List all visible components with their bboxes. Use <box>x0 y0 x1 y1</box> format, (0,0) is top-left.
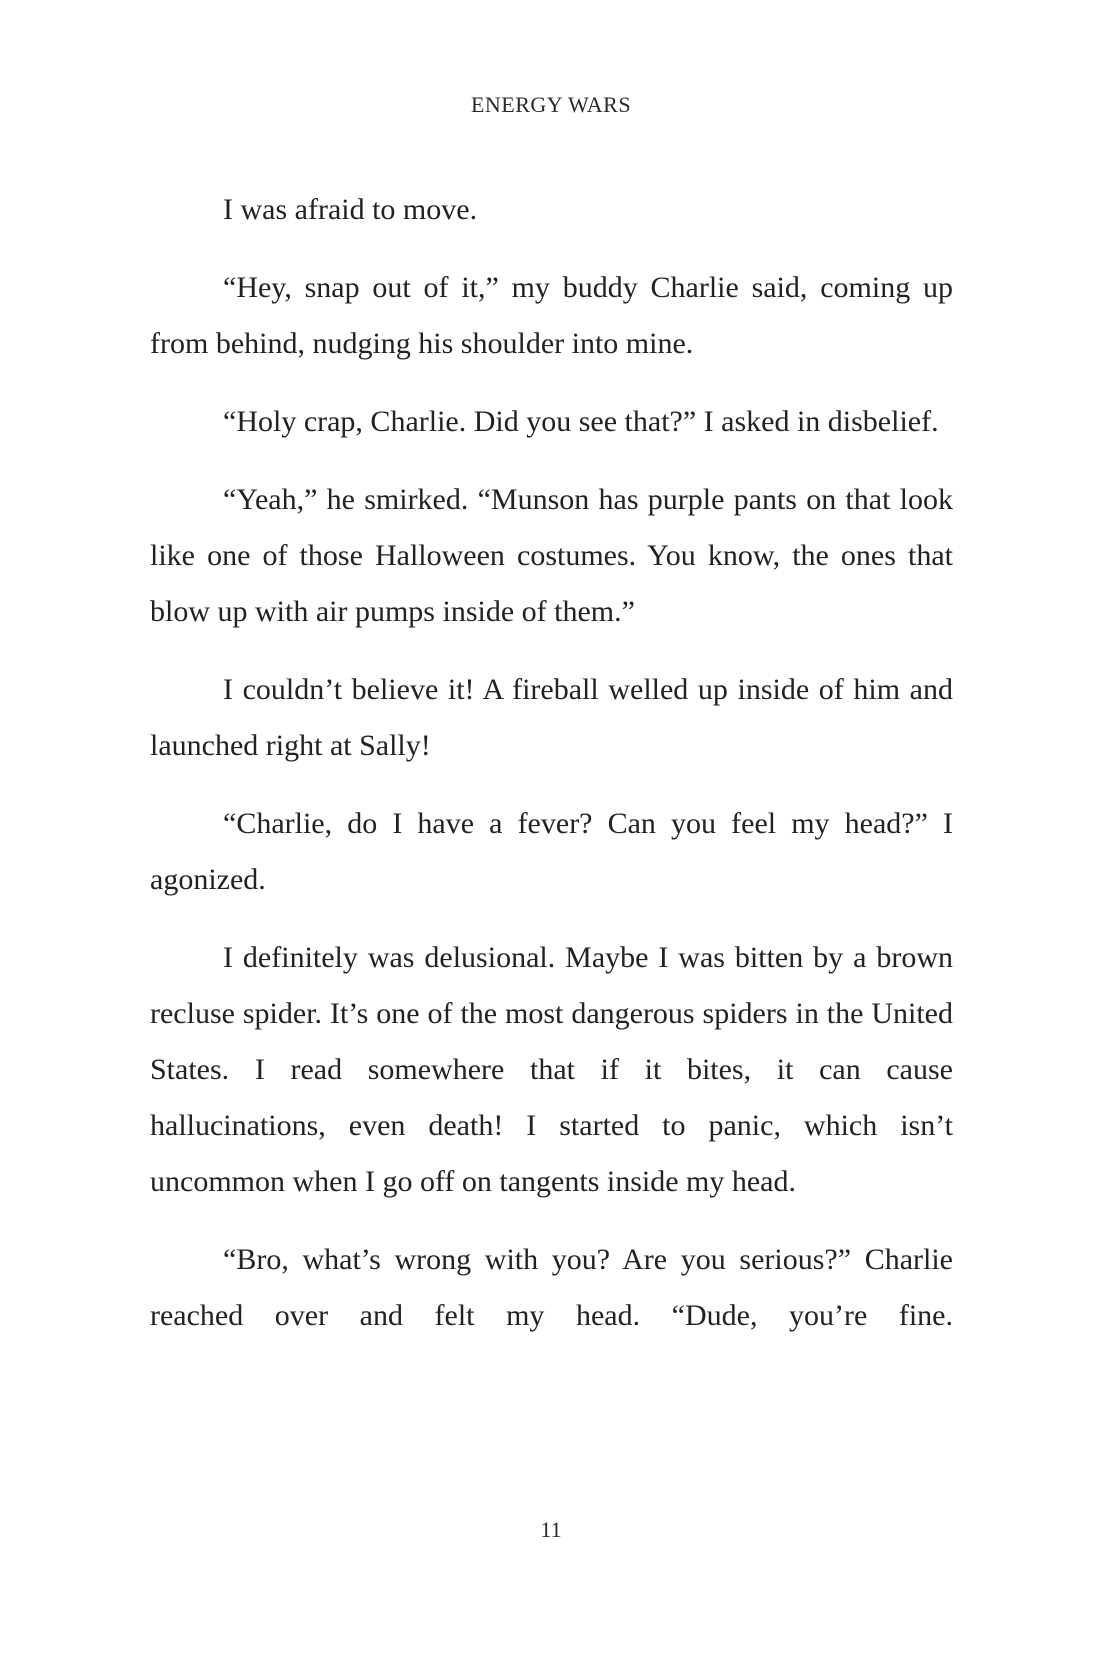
paragraph: I definitely was delusional. Maybe I was bitten by a brown recluse spider. It’s one of the most dangerous spiders in the United States. I read somewhere that if it bites, it can cause hallucinations, even death! I started to panic, which isn’t uncommon when I go off on tangents inside my head. <box>150 941 953 1198</box>
paragraph: “Holy crap, Charlie. Did you see that?” I asked in disbelief. <box>223 405 939 438</box>
paragraph: “Charlie, do I have a fever? Can you feel my head?” I agonized. <box>150 807 953 896</box>
paragraph: I couldn’t believe it! A fireball welled up inside of him and launched right at Sally! <box>150 673 953 762</box>
paragraph: “Hey, snap out of it,” my buddy Charlie said, coming up from behind, nudging his shoulder into mine. <box>150 271 953 360</box>
page-number: 11 <box>540 1517 562 1542</box>
paragraph: “Yeah,” he smirked. “Munson has purple pants on that look like one of those Halloween costumes. You know, the ones that blow up with air pumps inside of them.” <box>150 483 953 628</box>
paragraph: I was afraid to move. <box>223 193 478 226</box>
paragraph: “Bro, what’s wrong with you? Are you serious?” Charlie reached over and felt my head. “Dude, you’re fine. <box>150 1243 953 1332</box>
running-head: ENERGY WARS <box>470 92 632 117</box>
body-text <box>150 182 953 1366</box>
